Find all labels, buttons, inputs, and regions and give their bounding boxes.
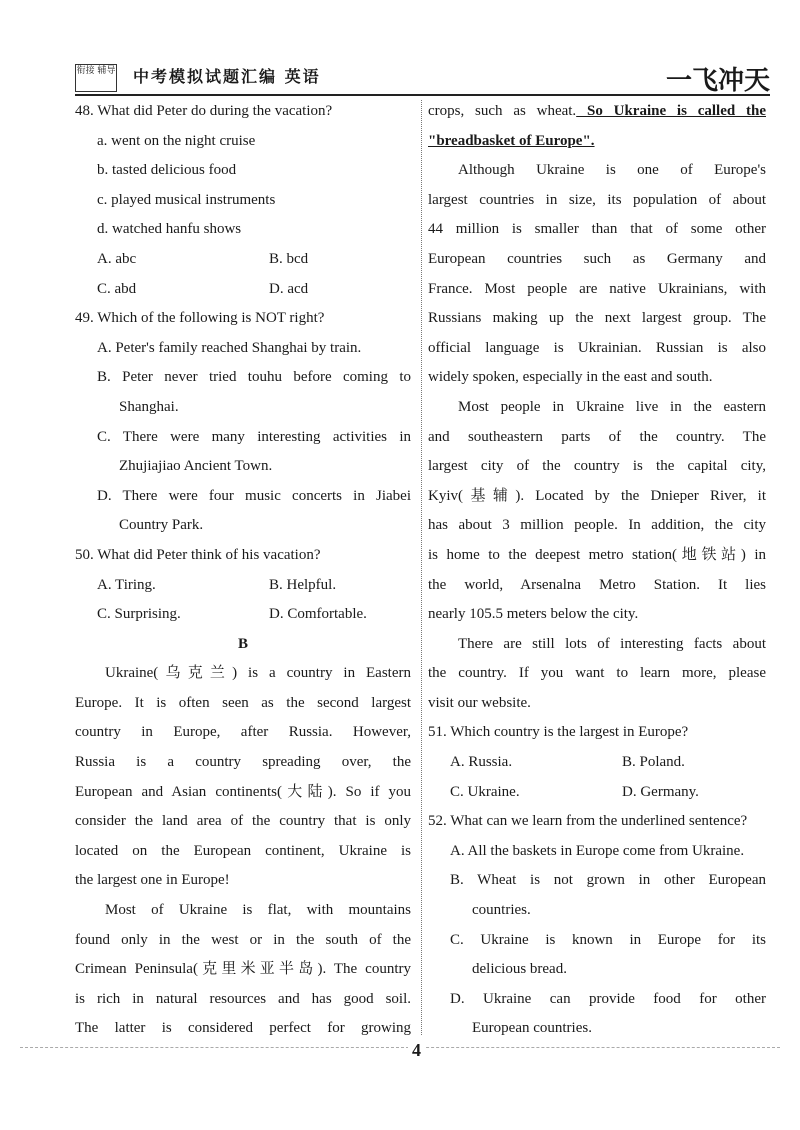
text-line: A. Peter's family reached Shanghai by train.: [97, 339, 362, 356]
answer-option: C. Ukraine.: [450, 783, 520, 800]
header-rule: [75, 94, 770, 96]
series-logo: 衔接 辅导: [75, 64, 117, 92]
text-line: 51. Which country is the largest in Europe?: [428, 724, 689, 741]
text-line: the largest one in Europe!: [75, 872, 230, 889]
text-line: found only in the west or in the south of the: [75, 931, 411, 948]
column-divider: [421, 100, 422, 1035]
text-line: Most people in Ukraine live in the eastern: [458, 398, 766, 415]
text-line: Crimean Peninsula(克里米亚半岛). The country: [75, 961, 411, 978]
page-footer: [20, 1047, 780, 1062]
text-line: [75, 600, 411, 630]
answer-option: C. abd: [97, 280, 137, 297]
text-line: A. All the baskets in Europe come from Ukraine.: [450, 842, 745, 859]
text-line: c. played musical instruments: [97, 191, 276, 208]
text-line: country in Europe, after Russia. However,: [75, 724, 411, 741]
text-line: Russia is a country spreading over, the: [75, 754, 411, 771]
text-line: 44 million is smaller than that of some other: [428, 221, 766, 238]
underlined-sentence: So Ukraine is called the: [576, 103, 766, 119]
text-line: France. Most people are native Ukrainians, with: [428, 280, 766, 297]
answer-option: D. acd: [269, 280, 309, 297]
answer-option: C. Surprising.: [97, 606, 181, 623]
text-line: nearly 105.5 meters below the city.: [428, 606, 639, 623]
answer-option: B. Helpful.: [269, 576, 337, 593]
text-line: Zhujiajiao Ancient Town.: [119, 458, 273, 475]
text-line: C. There were many interesting activities in: [97, 428, 411, 445]
text-line: [428, 748, 766, 778]
text-line: is home to the deepest metro station(地铁站) in: [428, 546, 766, 563]
text-line: Country Park.: [119, 517, 204, 534]
text-line: [75, 245, 411, 275]
text-line: largest city of the country is the capital city,: [428, 458, 766, 475]
answer-option: B. bcd: [269, 250, 309, 267]
text-line: widely spoken, especially in the east and south.: [428, 369, 713, 386]
text-line: 52. What can we learn from the underlined sentence?: [428, 813, 748, 830]
text-line: official language is Ukrainian. Russian is also: [428, 339, 766, 356]
text-line: C. Ukraine is known in Europe for its: [450, 931, 766, 948]
text-line: d. watched hanfu shows: [97, 221, 242, 238]
text-line: and southeastern parts of the country. The: [428, 428, 766, 445]
text-line: B: [237, 635, 248, 652]
text-line: Although Ukraine is one of Europe's: [458, 162, 766, 179]
text-line: European countries such as Germany and: [428, 250, 766, 267]
answer-option: A. Tiring.: [97, 576, 156, 593]
text-line: largest countries in size, its population of about: [428, 191, 766, 208]
text-line: 50. What did Peter think of his vacation?: [75, 546, 321, 563]
text-line: countries.: [472, 902, 531, 919]
left-column: [75, 97, 411, 1044]
text-line: Kyiv(基辅). Located by the Dnieper River, it: [428, 487, 766, 504]
text-line: is rich in natural resources and has good soil.: [75, 990, 411, 1007]
text-line: 48. What did Peter do during the vacation?: [75, 103, 333, 119]
text-line: consider the land area of the country that is only: [75, 813, 411, 830]
text-line: [75, 275, 411, 305]
text-line: B. Wheat is not grown in other European: [450, 872, 766, 889]
right-column: [428, 97, 766, 1044]
text-line: delicious bread.: [472, 961, 567, 978]
answer-option: B. Poland.: [622, 754, 685, 771]
text-line: 49. Which of the following is NOT right?: [75, 310, 325, 327]
text-line: Europe. It is often seen as the second largest: [75, 694, 411, 711]
text-line: Shanghai.: [119, 398, 179, 415]
text-line: D. There were four music concerts in Jiabei: [97, 487, 411, 504]
text-line: "breadbasket of Europe".: [428, 132, 595, 149]
text-line: Most of Ukraine is flat, with mountains: [105, 902, 411, 919]
text-line: D. Ukraine can provide food for other: [450, 990, 766, 1007]
text-line: has about 3 million people. In addition, the city: [428, 517, 766, 534]
text-line: the world, Arsenalna Metro Station. It lies: [428, 576, 766, 593]
answer-option: D. Germany.: [622, 783, 699, 800]
text-line: There are still lots of interesting facts about: [458, 635, 766, 652]
brand-logo: 一飞冲天: [665, 66, 770, 96]
answer-option: A. abc: [97, 250, 137, 267]
text-line: Russians making up the next largest group. The: [428, 310, 766, 327]
text-line: visit our website.: [428, 694, 531, 711]
text-line: crops, such as wheat. So Ukraine is called the: [428, 103, 766, 119]
text-line: European countries.: [472, 1020, 592, 1037]
text-line: Ukraine(乌克兰) is a country in Eastern: [105, 665, 411, 682]
text-line: The latter is considered perfect for growing: [75, 1020, 411, 1037]
text-line: European and Asian continents(大陆). So if you: [75, 783, 411, 800]
answer-option: D. Comfortable.: [269, 606, 367, 623]
text-line: [75, 571, 411, 601]
text-line: a. went on the night cruise: [97, 132, 256, 149]
header-title: 中考模拟试题汇编 英语: [133, 67, 321, 86]
answer-option: A. Russia.: [450, 754, 513, 771]
page-number: 4: [408, 1040, 425, 1061]
text-line: b. tasted delicious food: [97, 162, 237, 179]
page-header: [75, 60, 770, 96]
text-line: [428, 778, 766, 808]
text-line: B. Peter never tried touhu before coming to: [97, 369, 411, 386]
text-line: the country. If you want to learn more, please: [428, 665, 766, 682]
text-line: located on the European continent, Ukraine is: [75, 842, 411, 859]
